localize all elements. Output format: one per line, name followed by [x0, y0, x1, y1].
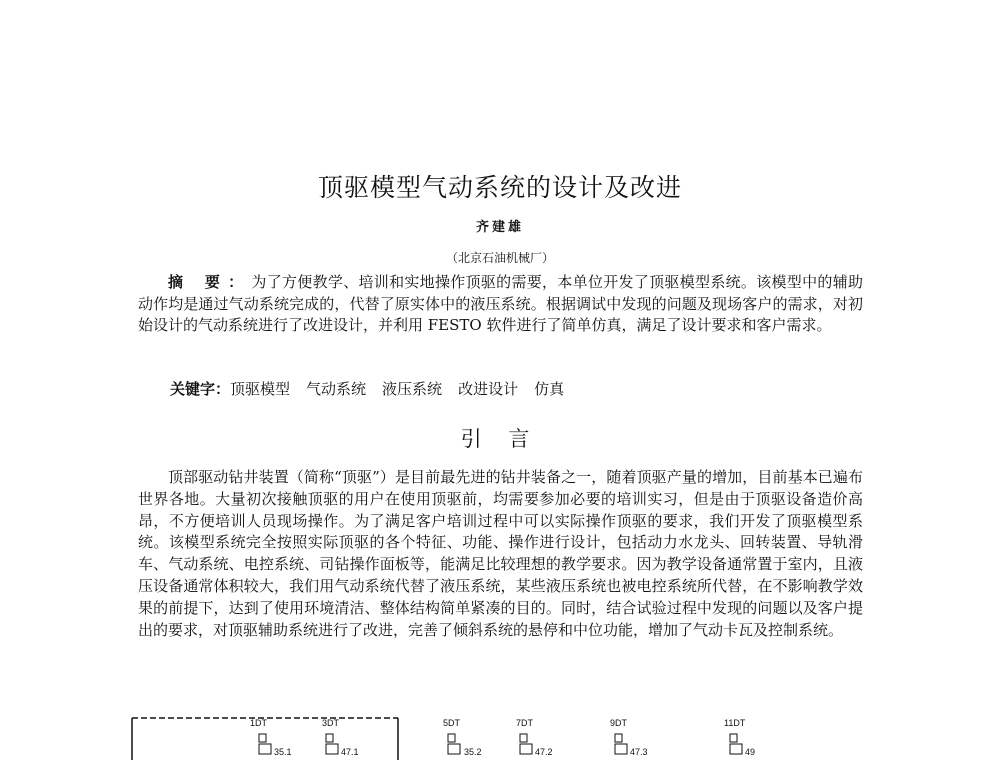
abstract-text: 为了方便教学、培训和实地操作顶驱的需要，本单位开发了顶驱模型系统。该模型中的辅助动作均是通过气动系统完成的，代替了原实体中的液压系统。根据调试中发现的问题及现场客户的需求，对初始设计的气动系统进行了改进设计，并利用 FESTO 软件进行了简单仿真，满足了设计要求和客户需求。: [138, 273, 863, 334]
section-heading-introduction: 引 言: [460, 427, 540, 451]
valve-coil-label: 7DT: [516, 718, 534, 728]
solenoid-valve-11DT: [724, 718, 755, 757]
abstract-paragraph: [138, 272, 863, 337]
author-affiliation: （北京石油机械厂）: [445, 251, 554, 265]
solenoid-valve-7DT: [516, 718, 553, 757]
solenoid-valve-9DT: [610, 718, 648, 757]
valve-number-label: 47.2: [535, 747, 553, 757]
keyword: 仿真: [534, 380, 565, 398]
valve-coil-label: 3DT: [322, 718, 340, 728]
solenoid-valve-5DT: [443, 718, 482, 757]
solenoid-valve-3DT: [322, 718, 359, 757]
introduction-paragraph: 顶部驱动钻井装置（简称“顶驱”）是目前最先进的钻井装备之一，随着顶驱产量的增加，目前基本已遍布世界各地。大量初次接触顶驱的用户在使用顶驱前，均需要参加必要的培训实习，但是由于顶驱设备造价高昂，不方便培训人员现场操作。为了满足客户培训过程中可以实际操作顶驱的要求，我们开发了顶驱模型系统。该模型系统完全按照实际顶驱的各个特征、功能、操作进行设计，包括动力水龙头、回转装置、导轨滑车、气动系统、电控系统、司钻操作面板等，能满足比较理想的教学要求。因为教学设备通常置于室内，且液压设备通常体积较大，我们用气动系统代替了液压系统，某些液压系统也被电控系统所代替，在不影响教学效果的前提下，达到了使用环境清洁、整体结构简单紧凑的目的。同时，结合试验过程中发现的问题以及客户提出的要求，对顶驱辅助系统进行了改进，完善了倾斜系统的悬停和中位功能，增加了气动卡瓦及控制系统。: [138, 468, 863, 639]
valve-coil-label: 5DT: [443, 718, 461, 728]
keyword: 液压系统: [382, 380, 443, 398]
keywords-label: 关键字：: [170, 380, 231, 398]
valve-coil-label: 9DT: [610, 718, 628, 728]
valve-number-label: 49: [745, 747, 756, 757]
valve-number-label: 47.3: [630, 747, 648, 757]
valve-coil-label: 11DT: [724, 718, 746, 728]
keyword: 气动系统: [306, 380, 367, 398]
keyword: 改进设计: [458, 380, 519, 398]
keywords-line: [170, 378, 580, 399]
author-name: 齐建雄: [475, 220, 524, 235]
valve-coil-label: 1DT: [250, 718, 268, 728]
solenoid-valve-1DT: [250, 718, 292, 757]
keyword: 顶驱模型: [230, 380, 291, 398]
valve-number-label: 47.1: [341, 747, 359, 757]
abstract-label: 摘 要：: [168, 273, 252, 291]
valve-number-label: 35.1: [274, 747, 292, 757]
valve-number-label: 35.2: [464, 747, 482, 757]
pneumatic-circuit-figure: [128, 712, 868, 760]
paper-title: 顶驱模型气动系统的设计及改进: [317, 173, 682, 202]
